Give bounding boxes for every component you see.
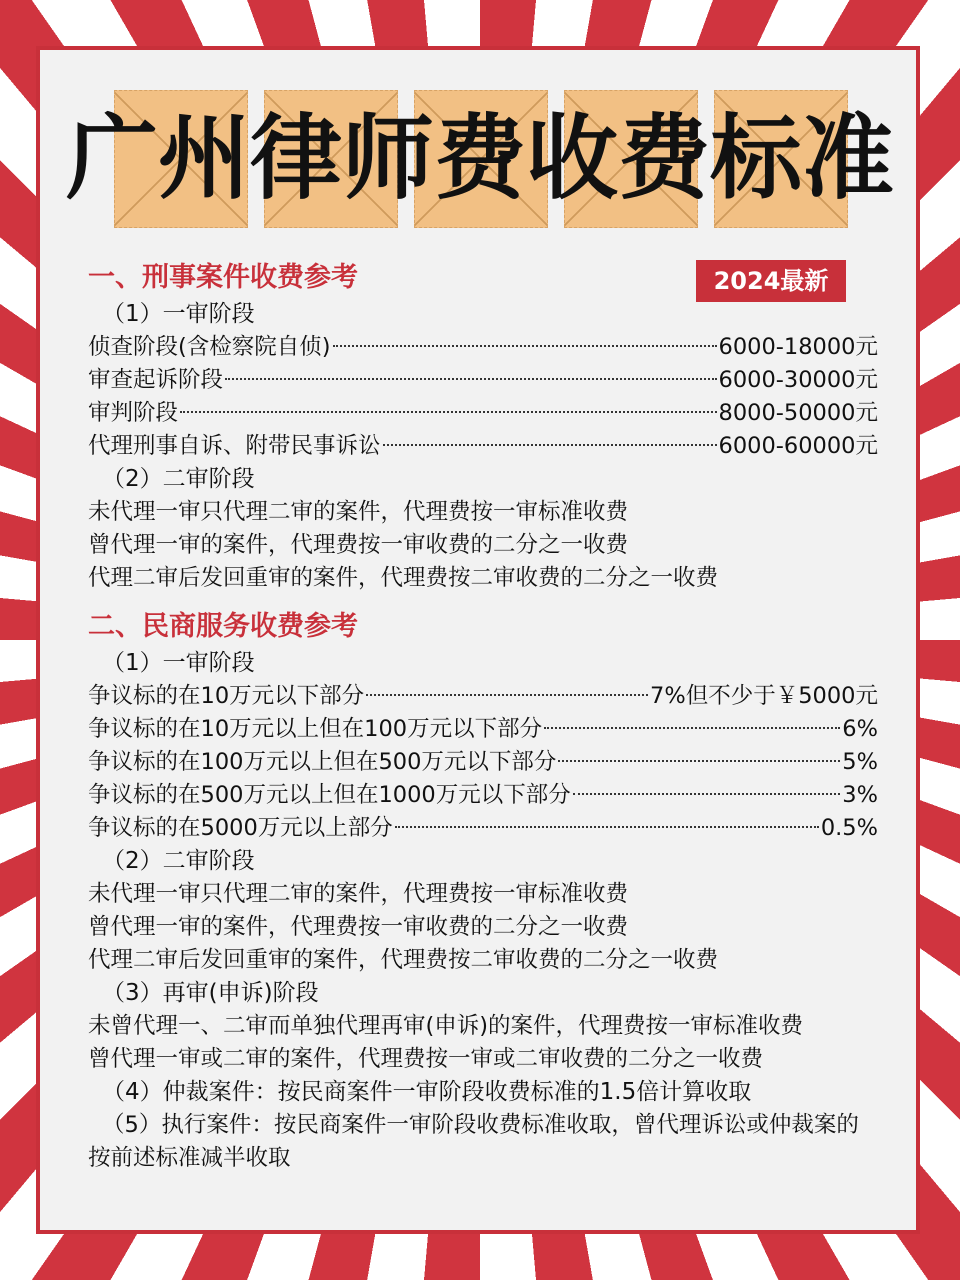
rate-label: 争议标的在10万元以上但在100万元以下部分 bbox=[88, 716, 543, 742]
fee-value: 6000-18000元 bbox=[718, 334, 878, 360]
fee-label: 审判阶段 bbox=[88, 400, 179, 426]
civil-heading: 二、民商服务收费参考 bbox=[88, 611, 358, 642]
civil-second-instance-label: （2）二审阶段 bbox=[102, 848, 255, 874]
dot-leader bbox=[395, 826, 819, 828]
rate-row bbox=[88, 812, 878, 845]
text-line: 未代理一审只代理二审的案件，代理费按一审标准收费 bbox=[88, 499, 629, 525]
criminal-first-instance-label: （1）一审阶段 bbox=[102, 301, 255, 327]
text-line: 代理二审后发回重审的案件，代理费按二审收费的二分之一收费 bbox=[88, 947, 719, 973]
page-title: 广州律师费收费标准 bbox=[65, 105, 894, 212]
year-badge: 2024最新 bbox=[696, 260, 846, 302]
fee-row bbox=[88, 397, 878, 430]
main-content bbox=[88, 258, 878, 1175]
civil-first-instance-label: （1）一审阶段 bbox=[102, 650, 255, 676]
civil-retrial-label: （3）再审(申诉)阶段 bbox=[102, 980, 319, 1006]
fee-label: 侦查阶段(含检察院自侦) bbox=[88, 334, 331, 360]
dot-leader bbox=[573, 793, 841, 795]
fee-row bbox=[88, 364, 878, 397]
rate-label: 争议标的在5000万元以上部分 bbox=[88, 815, 393, 841]
fee-row bbox=[88, 430, 878, 463]
fee-label: 代理刑事自诉、附带民事诉讼 bbox=[88, 433, 381, 459]
criminal-heading: 一、刑事案件收费参考 bbox=[88, 262, 358, 293]
dot-leader bbox=[180, 411, 717, 413]
text-line: 代理二审后发回重审的案件，代理费按二审收费的二分之一收费 bbox=[88, 565, 719, 591]
fee-row bbox=[88, 331, 878, 364]
text-line: 曾代理一审或二审的案件，代理费按一审或二审收费的二分之一收费 bbox=[88, 1046, 764, 1072]
rate-row bbox=[88, 680, 878, 713]
dot-leader bbox=[383, 444, 717, 446]
text-line: 曾代理一审的案件，代理费按一审收费的二分之一收费 bbox=[88, 914, 629, 940]
text-line: 未代理一审只代理二审的案件，代理费按一审标准收费 bbox=[88, 881, 629, 907]
rate-value: 5% bbox=[842, 749, 878, 775]
rate-row bbox=[88, 746, 878, 779]
rate-label: 争议标的在500万元以上但在1000万元以下部分 bbox=[88, 782, 571, 808]
dot-leader bbox=[558, 760, 840, 762]
dot-leader bbox=[366, 694, 648, 696]
dot-leader bbox=[333, 345, 717, 347]
fee-value: 8000-50000元 bbox=[718, 400, 878, 426]
dot-leader bbox=[544, 727, 840, 729]
title-banner bbox=[56, 90, 904, 228]
rate-value: 6% bbox=[842, 716, 878, 742]
text-line: 曾代理一审的案件，代理费按一审收费的二分之一收费 bbox=[88, 532, 629, 558]
criminal-second-instance-label: （2）二审阶段 bbox=[102, 466, 255, 492]
fee-label: 审查起诉阶段 bbox=[88, 367, 224, 393]
rate-label: 争议标的在100万元以上但在500万元以下部分 bbox=[88, 749, 557, 775]
rate-row bbox=[88, 713, 878, 746]
text-paragraph: 未曾代理一、二审而单独代理再审(申诉)的案件，代理费按一审标准收费 bbox=[88, 1013, 804, 1039]
fee-value: 6000-30000元 bbox=[718, 367, 878, 393]
civil-arbitration-note: （4）仲裁案件：按民商案件一审阶段收费标准的1.5倍计算收取 bbox=[102, 1079, 752, 1105]
rate-value: 7%但不少于￥5000元 bbox=[650, 683, 878, 709]
rate-label: 争议标的在10万元以下部分 bbox=[88, 683, 365, 709]
dot-leader bbox=[225, 378, 717, 380]
rate-value: 3% bbox=[842, 782, 878, 808]
rate-row bbox=[88, 779, 878, 812]
civil-execution-note: （5）执行案件：按民商案件一审阶段收费标准收取，曾代理诉讼或仲裁案的按前述标准减半收取 bbox=[88, 1112, 859, 1171]
rate-value: 0.5% bbox=[820, 815, 878, 841]
fee-value: 6000-60000元 bbox=[718, 433, 878, 459]
